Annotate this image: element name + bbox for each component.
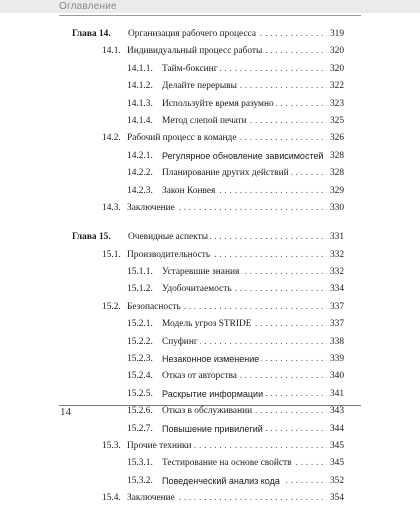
toc-entry-page: 323 xyxy=(327,96,344,113)
toc-entry-page: 352 xyxy=(327,473,344,490)
toc-entry-title: Организация рабочего процесса xyxy=(128,26,258,43)
toc-entry-page: 341 xyxy=(327,386,344,403)
toc-entry-page: 330 xyxy=(327,200,344,217)
toc-entry-page: 354 xyxy=(327,490,344,507)
toc-section-entry[interactable] xyxy=(72,200,344,217)
toc-entry-page: 337 xyxy=(327,316,344,333)
toc-entry-title: Метод слепой печати xyxy=(162,113,249,130)
toc-entry-number: 14.2. xyxy=(102,130,124,147)
toc-entry-page: 325 xyxy=(327,113,344,130)
toc-entry-number: 15.1.2. xyxy=(127,281,156,298)
toc-entry-number: 15.2.6. xyxy=(127,403,156,420)
toc-section-entry[interactable] xyxy=(72,130,344,147)
toc-entry-title: Модель угроз STRIDE xyxy=(162,316,254,333)
toc-entry-title: Удобочитаемость xyxy=(162,281,234,298)
toc-entry-title: Прочие техники xyxy=(127,438,194,455)
toc-entry-page: 331 xyxy=(327,229,344,246)
toc-entry-title: Заключение xyxy=(127,200,177,217)
toc-entry-title: Тестирование на основе свойств xyxy=(162,455,294,472)
toc-entry-page: 329 xyxy=(327,183,344,200)
toc-entry-page: 328 xyxy=(327,148,344,165)
toc-subsection-entry[interactable] xyxy=(72,316,344,333)
toc-entry-number: 15.3.2. xyxy=(127,473,156,490)
toc-entry-page: 326 xyxy=(327,130,344,147)
toc-entry-page: 340 xyxy=(327,368,344,385)
toc-entry-title: Устаревшие знания xyxy=(162,264,241,281)
toc-entry-title: Незаконное изменение xyxy=(162,351,261,368)
toc-entry-title: Спуфинг xyxy=(162,334,200,351)
page-number: 14 xyxy=(60,406,71,418)
toc-entry-number: Глава 15. xyxy=(72,229,114,246)
toc-entry-number: 15.2.4. xyxy=(127,368,156,385)
toc-subsection-entry[interactable] xyxy=(72,386,344,403)
toc-spacer xyxy=(72,217,344,229)
toc-section-entry[interactable] xyxy=(72,247,344,264)
toc-subsection-entry[interactable] xyxy=(72,96,344,113)
toc-subsection-entry[interactable] xyxy=(72,421,344,438)
toc-entry-title: Индивидуальный процесс работы xyxy=(127,43,264,60)
toc-entry-number: 15.3. xyxy=(102,438,124,455)
toc-entry-page: 320 xyxy=(327,43,344,60)
toc-subsection-entry[interactable] xyxy=(72,148,344,165)
toc-entry-number: 15.2.3. xyxy=(127,351,156,368)
toc-entry-number: 14.1.3. xyxy=(127,96,156,113)
toc-entry-number: 15.1. xyxy=(102,247,124,264)
toc-entry-page: 338 xyxy=(327,334,344,351)
toc-subsection-entry[interactable] xyxy=(72,61,344,78)
toc-entry-title: Рабочий процесс в команде xyxy=(127,130,239,147)
toc-entry-page: 334 xyxy=(327,281,344,298)
toc-entry-title: Заключение xyxy=(127,490,177,507)
toc-chapter-entry[interactable] xyxy=(72,26,344,43)
toc-subsection-entry[interactable] xyxy=(72,264,344,281)
toc-entry-title: Планирование других действий xyxy=(162,165,291,182)
running-header-title: Оглавление xyxy=(59,1,117,12)
toc-chapter-entry[interactable] xyxy=(72,229,344,246)
toc-entry-title: Регулярное обновление зависимостей xyxy=(162,148,326,165)
toc-section-entry[interactable] xyxy=(72,299,344,316)
toc-entry-title: Очевидные аспекты xyxy=(128,229,210,246)
toc-section-entry[interactable] xyxy=(72,438,344,455)
toc-entry-number: 15.2.7. xyxy=(127,421,156,438)
toc-entry-number: 14.1.1. xyxy=(127,61,156,78)
toc-entry-title: Повышение привилегий xyxy=(162,421,265,438)
toc-subsection-entry[interactable] xyxy=(72,473,344,490)
toc-entry-page: 345 xyxy=(327,455,344,472)
toc-entry-page: 332 xyxy=(327,264,344,281)
toc-entry-number: 14.2.2. xyxy=(127,165,156,182)
toc-entry-number: 15.2.1. xyxy=(127,316,156,333)
toc-subsection-entry[interactable] xyxy=(72,165,344,182)
toc-entry-number: 14.2.3. xyxy=(127,183,156,200)
toc-entry-number: 15.3.1. xyxy=(127,455,156,472)
toc-entry-title: Отказ от авторства xyxy=(162,368,239,385)
toc-subsection-entry[interactable] xyxy=(72,78,344,95)
toc-entry-number: 14.1. xyxy=(102,43,124,60)
toc-entry-number: 14.1.4. xyxy=(127,113,156,130)
toc-entry-number: Глава 14. xyxy=(72,26,114,43)
toc-section-entry[interactable] xyxy=(72,490,344,507)
toc-entry-page: 322 xyxy=(327,78,344,95)
toc-section-entry[interactable] xyxy=(72,43,344,60)
toc-entry-title: Отказ в обслуживании xyxy=(162,403,254,420)
toc-entry-title: Делайте перерывы xyxy=(162,78,239,95)
toc-entry-title: Производительность xyxy=(127,247,212,264)
toc-entry-page: 339 xyxy=(327,351,344,368)
toc-entry-number: 15.1.1. xyxy=(127,264,156,281)
toc-entry-title: Используйте время разумно xyxy=(162,96,276,113)
toc-entry-page: 328 xyxy=(327,165,344,182)
toc-entry-title: Поведенческий анализ кода xyxy=(162,473,282,490)
toc-entry-number: 15.4. xyxy=(102,490,124,507)
toc-entry-title: Безопасность xyxy=(127,299,183,316)
toc-entry-number: 14.3. xyxy=(102,200,124,217)
toc-entry-number: 15.2. xyxy=(102,299,124,316)
toc-entry-page: 337 xyxy=(327,299,344,316)
header-divider xyxy=(59,15,361,16)
toc-entry-number: 15.2.5. xyxy=(127,386,156,403)
toc-entry-page: 332 xyxy=(327,247,344,264)
toc-entry-number: 14.2.1. xyxy=(127,148,156,165)
table-of-contents xyxy=(72,26,344,508)
toc-entry-title: Раскрытие информации xyxy=(162,386,265,403)
toc-subsection-entry[interactable] xyxy=(72,281,344,298)
toc-subsection-entry[interactable] xyxy=(72,351,344,368)
toc-subsection-entry[interactable] xyxy=(72,455,344,472)
toc-subsection-entry[interactable] xyxy=(72,368,344,385)
toc-subsection-entry[interactable] xyxy=(72,183,344,200)
toc-entry-number: 14.1.2. xyxy=(127,78,156,95)
toc-entry-page: 343 xyxy=(327,403,344,420)
toc-entry-page: 319 xyxy=(327,26,344,43)
toc-entry-number: 15.2.2. xyxy=(127,334,156,351)
toc-subsection-entry[interactable] xyxy=(72,113,344,130)
toc-entry-page: 345 xyxy=(327,438,344,455)
toc-entry-title: Закон Конвея xyxy=(162,183,217,200)
toc-entry-title: Тайм-боксинг xyxy=(162,61,220,78)
footer-divider xyxy=(59,405,361,406)
toc-entry-page: 344 xyxy=(327,421,344,438)
toc-entry-page: 320 xyxy=(327,61,344,78)
toc-subsection-entry[interactable] xyxy=(72,334,344,351)
